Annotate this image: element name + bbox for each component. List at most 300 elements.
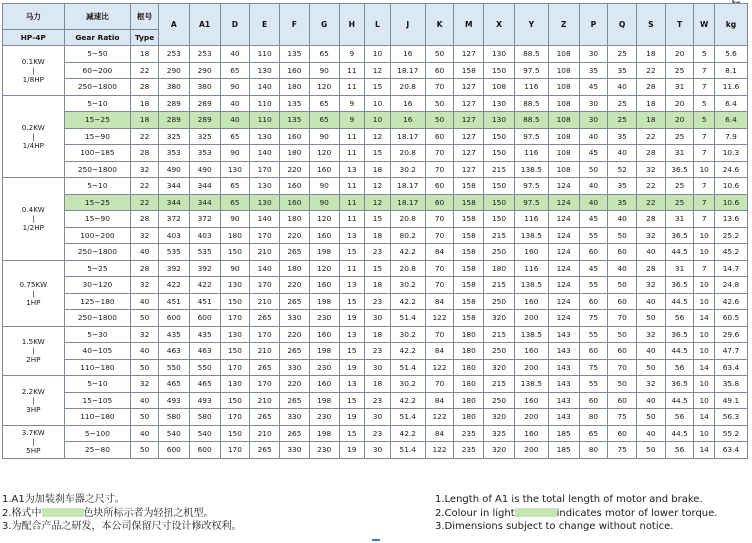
dim-cell: 10.3 [714,145,747,162]
dim-cell: 30 [579,112,608,129]
dim-cell: 15 [365,79,391,96]
ratio-cell: 15~25 [64,194,131,211]
dim-cell: 35 [579,62,608,79]
dim-cell: 90 [309,194,339,211]
dim-cell: 116 [514,260,548,277]
dim-cell: 36.5 [665,376,694,393]
note-cn-2 [2,507,242,521]
dim-cell: 13 [339,161,365,178]
dim-cell: 11 [339,178,365,195]
dim-cell: 44.5 [665,293,694,310]
dim-cell: 15 [339,392,365,409]
table-row [3,145,748,162]
dim-cell: 10 [694,227,715,244]
dim-cell: 160 [280,62,310,79]
ratio-cell: 5~50 [64,46,131,63]
dim-cell: 135 [280,46,310,63]
dim-cell: 372 [189,211,220,228]
dim-cell: 138.5 [514,227,548,244]
dim-cell: 600 [189,442,220,459]
dim-cell: 51.4 [390,442,425,459]
dim-cell: 11 [339,145,365,162]
dim-cell: 35 [608,128,637,145]
dim-cell: 10.6 [714,194,747,211]
dim-cell: 30 [365,409,391,426]
dim-cell: 122 [425,442,454,459]
dim-cell: 42.2 [390,244,425,261]
dim-cell: 220 [280,326,310,343]
power-separator: | [32,65,35,75]
dim-cell: 30 [579,95,608,112]
ratio-cell: 125~180 [64,293,131,310]
dim-cell: 23 [365,244,391,261]
dim-cell: 250 [484,392,515,409]
power-separator: | [32,395,35,405]
dim-cell: 63.4 [714,359,747,376]
dim-cell: 143 [548,326,579,343]
dim-cell: 29.6 [714,326,747,343]
dim-cell: 16 [390,46,425,63]
dim-cell: 84 [425,425,454,442]
dim-cell: 42.2 [390,425,425,442]
table-row [3,46,748,63]
dim-cell: 580 [158,409,189,426]
dim-cell: 88.5 [514,95,548,112]
dim-cell: 130 [250,194,280,211]
dim-cell: 40 [608,79,637,96]
dim-cell: 12 [365,178,391,195]
dim-cell: 124 [548,211,579,228]
dim-cell: 70 [425,79,454,96]
dim-cell: 36.5 [665,161,694,178]
spec-table [2,3,748,459]
dim-cell: 180 [280,145,310,162]
dim-cell: 36.5 [665,227,694,244]
dim-cell: 75 [579,310,608,327]
dim-cell: 158 [454,260,484,277]
dim-cell: 65 [220,178,250,195]
dim-cell: 40 [220,112,250,129]
table-row [3,128,748,145]
header-dim: S [637,4,666,46]
dim-cell: 220 [280,227,310,244]
dim-cell: 18 [365,277,391,294]
ratio-cell: 5~25 [64,260,131,277]
dim-cell: 108 [548,161,579,178]
dim-cell: 160 [514,293,548,310]
dim-cell: 23 [365,343,391,360]
dim-cell: 143 [548,392,579,409]
table-row [3,343,748,360]
dim-cell: 18 [365,376,391,393]
dim-cell: 392 [189,260,220,277]
frame-cell: 18 [131,112,159,129]
dim-cell: 15 [339,293,365,310]
table-row [3,227,748,244]
dim-cell: 130 [250,178,280,195]
ratio-cell: 250~1800 [64,161,131,178]
dim-cell: 44.5 [665,244,694,261]
dim-cell: 200 [514,409,548,426]
dim-cell: 170 [250,326,280,343]
dim-cell: 108 [548,46,579,63]
dim-cell: 19 [339,310,365,327]
dim-cell: 353 [189,145,220,162]
dim-cell: 55 [579,376,608,393]
dim-cell: 70 [425,211,454,228]
frame-cell: 28 [131,260,159,277]
header-dim: kg [714,4,747,46]
dim-cell: 70 [608,359,637,376]
dim-cell: 90 [220,145,250,162]
dim-cell: 40 [220,95,250,112]
dim-cell: 45 [579,211,608,228]
header-dim: H [339,4,365,46]
power-group-cell [3,326,65,376]
notes-chinese [2,493,242,534]
dim-cell: 56 [665,359,694,376]
dim-cell: 150 [484,145,515,162]
dim-cell: 265 [250,442,280,459]
dim-cell: 180 [454,376,484,393]
dim-cell: 422 [189,277,220,294]
power-separator: | [32,437,35,446]
dim-cell: 25 [665,128,694,145]
dim-cell: 253 [158,46,189,63]
ratio-cell: 110~180 [64,359,131,376]
dim-cell: 20 [665,95,694,112]
dim-cell: 580 [189,409,220,426]
dim-cell: 210 [250,392,280,409]
dim-cell: 50 [637,409,666,426]
dim-cell: 108 [548,128,579,145]
dim-cell: 97.5 [514,178,548,195]
dim-cell: 325 [158,128,189,145]
dim-cell: 90 [220,260,250,277]
ratio-cell: 5~10 [64,376,131,393]
dim-cell: 160 [280,178,310,195]
dim-cell: 198 [309,392,339,409]
dim-cell: 10 [694,326,715,343]
dim-cell: 265 [280,343,310,360]
dim-cell: 110 [250,112,280,129]
dim-cell: 25 [665,62,694,79]
frame-cell: 40 [131,343,159,360]
dim-cell: 124 [548,260,579,277]
header-ratio-en: Gear Ratio [64,30,131,46]
dim-cell: 344 [189,178,220,195]
dim-cell: 180 [454,343,484,360]
dim-cell: 15 [365,260,391,277]
page-mark [372,539,380,541]
dim-cell: 20 [665,112,694,129]
dim-cell: 22 [637,128,666,145]
dim-cell: 30.2 [390,277,425,294]
dim-cell: 220 [280,376,310,393]
dim-cell: 215 [484,161,515,178]
dim-cell: 160 [309,227,339,244]
dim-cell: 42.2 [390,392,425,409]
power-kw: 0.4KW [21,205,45,215]
dim-cell: 10 [694,392,715,409]
header-dim: T [665,4,694,46]
dim-cell: 16 [390,112,425,129]
table-row [3,376,748,393]
dim-cell: 150 [220,392,250,409]
dim-cell: 158 [454,293,484,310]
dim-cell: 7 [694,79,715,96]
dim-cell: 52 [608,161,637,178]
dim-cell: 170 [220,310,250,327]
ratio-cell: 100~185 [64,145,131,162]
frame-cell: 28 [131,145,159,162]
dim-cell: 70 [425,260,454,277]
dim-cell: 65 [309,112,339,129]
dim-cell: 120 [309,145,339,162]
dim-cell: 31 [665,260,694,277]
header-power-en: HP-4P [3,30,65,46]
power-separator: | [32,131,35,141]
dim-cell: 158 [454,194,484,211]
power-hp: 1HP [26,297,41,307]
dim-cell: 127 [454,46,484,63]
dim-cell: 150 [484,211,515,228]
header-dim: D [220,4,250,46]
header-dim: F [280,4,310,46]
dim-cell: 140 [250,145,280,162]
dim-cell: 50 [425,95,454,112]
dim-cell: 31 [665,79,694,96]
dim-cell: 60 [425,128,454,145]
dim-cell: 30 [365,359,391,376]
dim-cell: 22 [637,178,666,195]
dim-cell: 50 [608,277,637,294]
dim-cell: 124 [548,293,579,310]
dim-cell: 80.2 [390,227,425,244]
dim-cell: 127 [454,161,484,178]
frame-cell: 22 [131,178,159,195]
dim-cell: 32 [637,376,666,393]
note-cn-3-text: 3.为配合产品之研发，本公司保留尺寸设计修改权利。 [2,521,242,532]
dim-cell: 200 [514,310,548,327]
dim-cell: 130 [220,376,250,393]
dim-cell: 198 [309,244,339,261]
power-kw: 0.2KW [21,122,45,132]
dim-cell: 235 [454,442,484,459]
dim-cell: 18 [637,95,666,112]
dim-cell: 25 [608,112,637,129]
header-dim: E [250,4,280,46]
dim-cell: 160 [514,392,548,409]
dim-cell: 180 [280,260,310,277]
dim-cell: 10.6 [714,178,747,195]
dim-cell: 108 [484,79,515,96]
dim-cell: 143 [548,376,579,393]
dim-cell: 122 [425,310,454,327]
dim-cell: 5.6 [714,46,747,63]
dim-cell: 138.5 [514,376,548,393]
dim-cell: 138.5 [514,277,548,294]
dim-cell: 235 [454,425,484,442]
dim-cell: 465 [158,376,189,393]
dim-cell: 32 [637,161,666,178]
table-header [3,4,748,46]
dim-cell: 40 [579,194,608,211]
dim-cell: 84 [425,392,454,409]
dim-cell: 250 [484,293,515,310]
dim-cell: 160 [514,425,548,442]
dim-cell: 5 [694,95,715,112]
frame-cell: 40 [131,392,159,409]
dim-cell: 265 [280,425,310,442]
dim-cell: 170 [250,161,280,178]
dim-cell: 65 [220,128,250,145]
header-dim: Y [514,4,548,46]
dim-cell: 265 [250,359,280,376]
dim-cell: 140 [250,260,280,277]
frame-cell: 18 [131,46,159,63]
dim-cell: 18.17 [390,194,425,211]
dim-cell: 124 [548,227,579,244]
dim-cell: 7 [694,62,715,79]
dim-cell: 210 [250,244,280,261]
dim-cell: 600 [158,442,189,459]
dim-cell: 320 [484,310,515,327]
dim-cell: 42.2 [390,343,425,360]
dim-cell: 20 [665,46,694,63]
dim-cell: 325 [189,128,220,145]
dim-cell: 143 [548,343,579,360]
dim-cell: 45.2 [714,244,747,261]
dim-cell: 14 [694,310,715,327]
dim-cell: 70 [425,227,454,244]
dim-cell: 49.1 [714,392,747,409]
dim-cell: 28 [637,79,666,96]
dim-cell: 24.6 [714,161,747,178]
ratio-cell: 30~120 [64,277,131,294]
dim-cell: 84 [425,244,454,261]
dim-cell: 150 [484,194,515,211]
dim-cell: 18.17 [390,62,425,79]
header-ratio: 减速比 [64,4,131,30]
dim-cell: 10 [694,376,715,393]
dim-cell: 230 [309,359,339,376]
dim-cell: 150 [220,343,250,360]
ratio-cell: 15~105 [64,392,131,409]
dim-cell: 158 [454,178,484,195]
power-hp: 1/2HP [22,223,44,233]
dim-cell: 88.5 [514,112,548,129]
dim-cell: 40 [637,343,666,360]
dim-cell: 160 [514,343,548,360]
dim-cell: 124 [548,277,579,294]
dim-cell: 160 [309,161,339,178]
dim-cell: 320 [484,442,515,459]
ratio-cell: 5~30 [64,326,131,343]
dim-cell: 88.5 [514,46,548,63]
dim-cell: 290 [158,62,189,79]
dim-cell: 42.6 [714,293,747,310]
header-power: 马力 [3,4,65,30]
dim-cell: 143 [548,409,579,426]
dim-cell: 56.3 [714,409,747,426]
dim-cell: 65 [309,95,339,112]
dim-cell: 550 [158,359,189,376]
dim-cell: 130 [250,62,280,79]
dim-cell: 25 [608,46,637,63]
note-cn-1-text: 1.A1为加装刹车器之尺寸。 [2,494,125,505]
dim-cell: 380 [189,79,220,96]
dim-cell: 160 [514,244,548,261]
dim-cell: 143 [548,359,579,376]
dim-cell: 124 [548,244,579,261]
dim-cell: 170 [250,376,280,393]
dim-cell: 170 [220,442,250,459]
dim-cell: 65 [309,46,339,63]
frame-cell: 28 [131,211,159,228]
dim-cell: 15 [365,145,391,162]
dim-cell: 19 [339,442,365,459]
dim-cell: 122 [425,409,454,426]
header-dim: G [309,4,339,46]
dim-cell: 265 [280,293,310,310]
header-dim: X [484,4,515,46]
frame-cell: 40 [131,244,159,261]
dim-cell: 30 [365,310,391,327]
dim-cell: 198 [309,343,339,360]
dim-cell: 18 [637,46,666,63]
dim-cell: 150 [484,128,515,145]
dim-cell: 35 [608,194,637,211]
dim-cell: 210 [250,293,280,310]
note-en-2-text-end: indicates motor of lower torque. [556,507,718,519]
dim-cell: 11 [339,194,365,211]
dim-cell: 200 [514,359,548,376]
power-group-cell [3,376,65,426]
dim-cell: 40 [579,128,608,145]
dim-cell: 330 [280,409,310,426]
dim-cell: 16 [390,95,425,112]
dim-cell: 30 [579,46,608,63]
dim-cell: 127 [454,145,484,162]
frame-cell: 32 [131,161,159,178]
dim-cell: 122 [425,359,454,376]
dim-cell: 344 [158,194,189,211]
dim-cell: 5 [694,46,715,63]
table-row [3,112,748,129]
dim-cell: 70 [425,277,454,294]
power-kw: 0.1KW [21,56,45,66]
dim-cell: 18 [365,161,391,178]
dim-cell: 60 [608,293,637,310]
dim-cell: 116 [514,211,548,228]
dim-cell: 10 [694,343,715,360]
dim-cell: 55 [579,227,608,244]
dim-cell: 75 [579,359,608,376]
dim-cell: 158 [454,310,484,327]
dim-cell: 20.8 [390,260,425,277]
power-hp: 1/4HP [22,140,44,150]
table-row [3,62,748,79]
ratio-cell: 15~90 [64,128,131,145]
dim-cell: 70 [608,310,637,327]
dim-cell: 215 [484,277,515,294]
dim-cell: 600 [158,310,189,327]
frame-cell: 32 [131,376,159,393]
dim-cell: 7 [694,260,715,277]
dim-cell: 120 [309,79,339,96]
dim-cell: 150 [220,244,250,261]
